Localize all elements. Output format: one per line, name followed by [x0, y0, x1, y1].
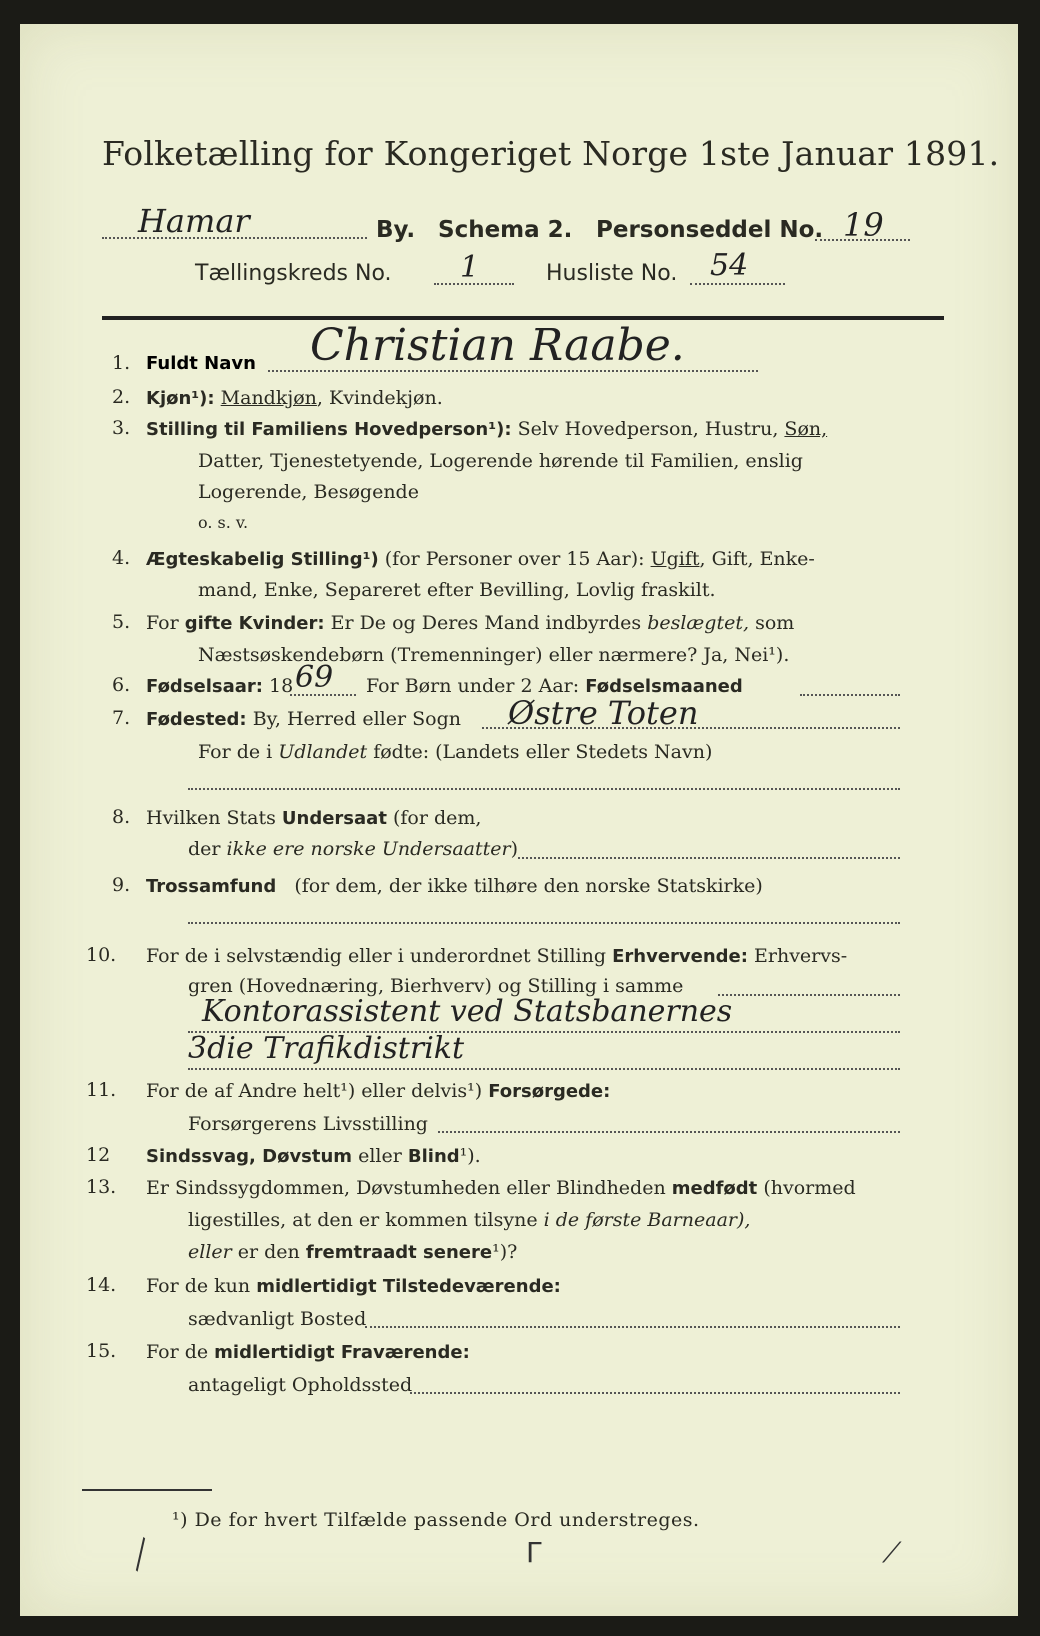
- schema-label: Schema 2.: [438, 217, 573, 243]
- q8-number: 8.: [112, 806, 131, 828]
- q10-dotted-line1: [718, 994, 900, 996]
- q8-line1: [146, 806, 481, 831]
- q5-line2: Næstsøskendebørn (Tremenninger) eller nærmere? Ja, Nei¹).: [198, 644, 790, 666]
- q6-month-dotted-line: [800, 694, 900, 696]
- q1-label: Fuldt Navn: [146, 353, 256, 374]
- q3-selected-option: Søn,: [784, 418, 828, 440]
- kreds-no-handwritten: 1: [460, 250, 480, 285]
- q10-line1: [146, 944, 847, 969]
- q6-year-handwritten: 69: [295, 660, 334, 695]
- q6-text2: For Børn under 2 Aar:: [366, 675, 580, 697]
- q3-line4: o. s. v.: [198, 513, 249, 532]
- q4-line2: mand, Enke, Separeret efter Bevilling, Lovlig fraskilt.: [198, 579, 716, 601]
- q3-number: 3.: [112, 417, 131, 439]
- q14-dotted-line: [365, 1326, 900, 1328]
- pencil-mark-right: ⟋: [882, 1536, 902, 1569]
- q7-text4: fødte: (Landets eller Stedets Navn): [373, 741, 713, 763]
- q10-text2: Erhvervs-: [754, 945, 848, 967]
- q13-line3: [188, 1240, 517, 1265]
- q11-text1: For de af Andre helt¹) eller delvis¹): [146, 1080, 483, 1102]
- census-form: [20, 24, 1018, 1616]
- q7-blank-dotted-line: [188, 788, 900, 790]
- q11-dotted-line: [438, 1131, 900, 1133]
- q12-line1: [146, 1144, 481, 1169]
- q7-line1: [146, 707, 461, 732]
- q2-rest: , Kvindekjøn.: [316, 387, 443, 409]
- q7-text2: For de i: [198, 741, 273, 763]
- q13-text5: eller: [188, 1241, 232, 1263]
- q3-line2: Datter, Tjenestetyende, Logerende hørende til Familien, enslig: [198, 450, 803, 472]
- q13-number: 13.: [86, 1176, 117, 1198]
- q15-number: 15.: [86, 1340, 117, 1362]
- q13-label2: fremtraadt senere: [305, 1242, 493, 1263]
- form-title: Folketælling for Kongeriget Norge 1ste Januar 1891.: [102, 134, 1000, 173]
- q9-text1: (for dem, der ikke tilhøre den norske Statskirke): [294, 875, 763, 897]
- footnote: ¹) De for hvert Tilfælde passende Ord understreges.: [172, 1509, 700, 1531]
- q14-line1: [146, 1274, 561, 1299]
- q13-line2: [188, 1208, 750, 1232]
- q9-line1: [146, 874, 763, 899]
- personseddel-label: Personseddel No.: [596, 217, 824, 243]
- q2-number: 2.: [112, 386, 131, 408]
- q8-label: Undersaat: [281, 808, 387, 829]
- q3-line3: Logerende, Besøgende: [198, 481, 419, 503]
- q8-text3: der: [188, 838, 221, 860]
- q7-number: 7.: [112, 707, 131, 729]
- by-name-handwritten: Hamar: [138, 202, 250, 240]
- q13-text4: i de første Barneaar),: [543, 1209, 751, 1231]
- q12-text2: ¹).: [459, 1145, 481, 1167]
- q11-line1: [146, 1079, 610, 1104]
- q4-line1: [146, 547, 815, 572]
- q13-text2: (hvormed: [763, 1177, 856, 1199]
- q11-label: Forsørgede:: [488, 1081, 611, 1102]
- q10-line2: gren (Hovednæring, Bierhverv) og Stilling i samme: [188, 975, 684, 997]
- q4-selected-option: Ugift: [650, 548, 700, 570]
- personseddel-no-handwritten: 19: [843, 206, 884, 244]
- q15-line1: [146, 1340, 470, 1365]
- q13-text1: Er Sindssygdommen, Døvstumheden eller Blindheden: [146, 1177, 666, 1199]
- q9-label: Trossamfund: [146, 876, 277, 897]
- q11-number: 11.: [86, 1079, 117, 1101]
- by-label: By.: [376, 217, 416, 243]
- pencil-mark-left: ╲: [124, 1538, 156, 1572]
- husliste-no-handwritten: 54: [710, 248, 749, 283]
- pencil-mark-center: Γ: [526, 1536, 542, 1569]
- q7-answer-handwritten: Østre Toten: [508, 694, 699, 732]
- q11-line2: Forsørgerens Livsstilling: [188, 1113, 428, 1135]
- husliste-label: Husliste No.: [546, 261, 678, 286]
- q13-text7: ¹)?: [492, 1241, 518, 1263]
- q7-text1: By, Herred eller Sogn: [252, 708, 461, 730]
- q5-text4: som: [755, 612, 795, 634]
- q5-text1: For: [146, 612, 179, 634]
- husliste-dotted-line: [690, 283, 785, 285]
- q10-number: 10.: [86, 944, 117, 966]
- q10-answer-handwritten-1: Kontorassistent ved Statsbanernes: [202, 994, 733, 1029]
- q12-text1: eller: [358, 1145, 402, 1167]
- q10-answer-handwritten-2: 3die Trafikdistrikt: [188, 1031, 465, 1066]
- q6-line1: [146, 674, 293, 699]
- q8-text1: Hvilken Stats: [146, 807, 276, 829]
- q14-line2: sædvanligt Bosted: [188, 1308, 367, 1330]
- q4-text2: , Gift, Enke-: [699, 548, 815, 570]
- q7-text3: Udlandet: [278, 741, 368, 763]
- q2-selected-option: Mandkjøn: [220, 387, 317, 409]
- q14-text1: For de kun: [146, 1275, 251, 1297]
- q2-line: [146, 386, 443, 411]
- q3-label: Stilling til Familiens Hovedperson¹):: [146, 419, 512, 440]
- q4-number: 4.: [112, 547, 131, 569]
- q14-number: 14.: [86, 1274, 117, 1296]
- q5-line1: [146, 611, 794, 636]
- q10-dotted-line3: [188, 1068, 900, 1070]
- q15-label: midlertidigt Fraværende:: [214, 1342, 470, 1363]
- q7-label: Fødested:: [146, 709, 247, 730]
- footnote-rule: [82, 1489, 212, 1491]
- q6-number: 6.: [112, 674, 131, 696]
- q8-text2: (for dem,: [392, 807, 482, 829]
- q5-number: 5.: [112, 611, 131, 633]
- q13-text3: ligestilles, at den er kommen tilsyne: [188, 1209, 538, 1231]
- q2-label: Kjøn¹):: [146, 388, 215, 409]
- q10-label: Erhvervende:: [612, 946, 748, 967]
- q12-number: 12: [86, 1144, 111, 1166]
- q4-text1: (for Personer over 15 Aar):: [384, 548, 645, 570]
- q15-line2: antageligt Opholdssted: [188, 1374, 413, 1396]
- q12-label: Sindssvag, Døvstum: [146, 1146, 353, 1167]
- q8-dotted-line: [518, 857, 900, 859]
- q14-label: midlertidigt Tilstedeværende:: [256, 1276, 561, 1297]
- q5-text3: beslægtet,: [647, 612, 750, 634]
- q1-answer-handwritten: Christian Raabe.: [310, 320, 685, 371]
- q8-text4: ikke ere norske Undersaatter: [226, 838, 511, 860]
- q10-text1: For de i selvstændig eller i underordnet Stilling: [146, 945, 607, 967]
- q4-label: Ægteskabelig Stilling¹): [146, 549, 379, 570]
- q3-line1: [146, 417, 827, 442]
- q13-label: medfødt: [671, 1178, 758, 1199]
- q13-text6: er den: [237, 1241, 300, 1263]
- q5-text2: Er De og Deres Mand indbyrdes: [330, 612, 642, 634]
- q5-label: gifte Kvinder:: [184, 613, 325, 634]
- q6-label: Fødselsaar:: [146, 676, 263, 697]
- q7-line2: [198, 740, 712, 764]
- q3-text1: Selv Hovedperson, Hustru,: [517, 418, 779, 440]
- q1-number: 1.: [112, 352, 131, 374]
- q8-line2: [188, 837, 518, 861]
- q9-blank-dotted-line: [188, 922, 900, 924]
- q12-label2: Blind: [407, 1146, 460, 1167]
- q15-dotted-line: [410, 1392, 900, 1394]
- q9-number: 9.: [112, 874, 131, 896]
- kreds-label: Tællingskreds No.: [195, 261, 392, 286]
- q8-text5: ): [510, 838, 519, 860]
- q15-text1: For de: [146, 1341, 209, 1363]
- q6-label2: Fødselsmaaned: [585, 676, 743, 697]
- q13-line1: [146, 1176, 856, 1201]
- q6-prefix: 18: [269, 675, 294, 697]
